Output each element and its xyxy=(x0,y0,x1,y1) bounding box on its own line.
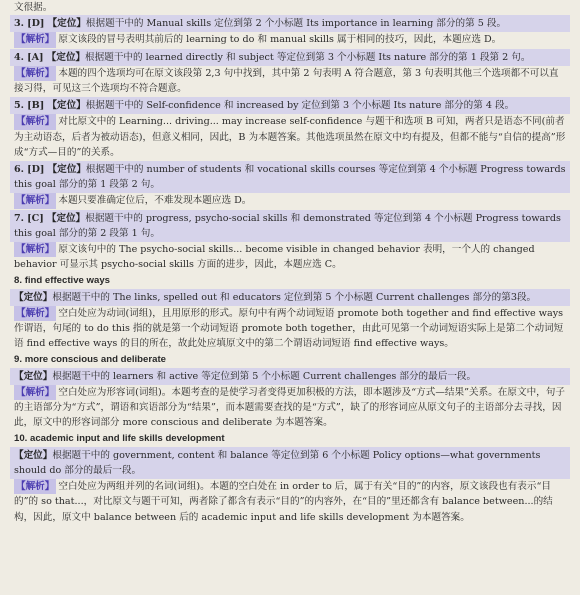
blank-number: 9. xyxy=(14,354,23,366)
analysis-text: 原文该段的冒号表明其前后的 learning to do 和 manual skills 属于相同的技巧，因此，本题应选 D。 xyxy=(58,34,502,46)
item-answer: [D] xyxy=(27,164,45,176)
blank-8-answer xyxy=(10,273,570,288)
locate-tag: 【定位】 xyxy=(47,100,86,112)
blank-8-analysis xyxy=(10,306,570,352)
locate-text: 根据题干中的 Manual skills 定位到第 2 个小标题 Its importance in learning 部分的第 5 段。 xyxy=(85,18,507,30)
locate-text: 根据题干中的 The links, spelled out 和 educators 定位到第 5 个小标题 Current challenges 部分的第3段。 xyxy=(52,291,537,303)
item-7-header xyxy=(10,210,570,242)
blank-9-answer xyxy=(10,352,570,367)
locate-text: 根据题干中的 government, content 和 balance 等定位到第 6 个小标题 Policy options—what governments should do 部分的最后一段。 xyxy=(14,449,541,476)
locate-tag: 【定位】 xyxy=(14,291,53,303)
analysis-tag: 【解析】 xyxy=(14,32,56,47)
item-answer: [A] xyxy=(27,51,44,63)
locate-tag: 【定位】 xyxy=(47,18,86,30)
locate-tag: 【定位】 xyxy=(47,164,86,176)
locate-tag: 【定位】 xyxy=(46,51,86,63)
blank-9-analysis xyxy=(10,385,570,431)
answer-item-7 xyxy=(10,210,570,273)
blank-word: find effective ways xyxy=(24,275,110,287)
answer-item-6 xyxy=(10,161,570,209)
item-number: 6. xyxy=(14,164,25,176)
blank-number: 8. xyxy=(14,275,23,287)
locate-tag: 【定位】 xyxy=(46,212,86,224)
item-7-analysis xyxy=(10,242,570,272)
analysis-tag: 【解析】 xyxy=(14,306,56,321)
locate-text: 根据题干中的 number of students 和 vocational skills courses 等定位到第 4 个小标题 Progress towards this goal 部分的第 1 段第 2 句。 xyxy=(14,164,566,191)
item-number: 3. xyxy=(14,18,25,30)
item-answer: [D] xyxy=(27,18,45,30)
locate-tag: 【定位】 xyxy=(14,370,53,382)
analysis-text: 本题只要准确定位后，不难发现本题应选 D。 xyxy=(58,195,252,207)
item-6-header xyxy=(10,161,570,193)
answer-item-4 xyxy=(10,49,570,97)
blank-item-8 xyxy=(10,273,570,351)
blank-item-9 xyxy=(10,352,570,430)
item-4-header xyxy=(10,49,570,66)
analysis-tag: 【解析】 xyxy=(14,242,56,257)
item-3-analysis xyxy=(10,32,570,47)
blank-9-locate xyxy=(10,368,570,385)
item-answer: [B] xyxy=(27,100,45,112)
analysis-tag: 【解析】 xyxy=(14,385,56,400)
item-3-header xyxy=(10,15,570,32)
top-fragment: 文很据。 xyxy=(14,2,53,13)
locate-tag: 【定位】 xyxy=(14,449,53,461)
item-answer: [C] xyxy=(27,212,44,224)
analysis-tag: 【解析】 xyxy=(14,193,56,208)
blank-word: academic input and life skills development xyxy=(30,433,225,445)
blank-8-locate xyxy=(10,289,570,306)
item-number: 7. xyxy=(14,212,25,224)
item-5-analysis xyxy=(10,114,570,160)
analysis-text: 空白处应为形容词(词组)。本题考查的是使学习者变得更加积极的方法，即本题涉及“方式—结果”关系。在原文中，句子的主语部分为“方式”，谓语和宾语部分为“结果”，而本题需要查找的是“方式”，缺了的形容词应从原文句子的主语部分去寻找，因此，原文中的形容词部分 more conscious and deliberate 为本题答案。 xyxy=(14,386,565,429)
analysis-text: 本题的四个选项均可在原文该段第 2,3 句中找到，其中第 2 句表明 A 符合题意，第 3 句表明其他三个选项都不可以直接习得，可见这三个选项均不符合题意。 xyxy=(14,67,559,95)
locate-text: 根据题干中的 learners 和 active 等定位到第 5 个小标题 Current challenges 部分的最后一段。 xyxy=(52,370,477,382)
locate-text: 根据题干中的 learned directly 和 subject 等定位到第 3 个小标题 Its nature 部分的第 1 段第 2 句。 xyxy=(85,51,531,63)
locate-text: 根据题干中的 progress, psycho-social skills 和 demonstrated 等定位到第 4 个小标题 Progress towards this goal 部分的第 2 段第 1 句。 xyxy=(14,212,561,239)
analysis-tag: 【解析】 xyxy=(14,114,56,129)
blank-number: 10. xyxy=(14,433,28,445)
analysis-tag: 【解析】 xyxy=(14,66,56,81)
blank-word: more conscious and deliberate xyxy=(24,354,166,366)
blank-10-answer xyxy=(10,431,570,446)
analysis-text: 空白处应为动词(词组)，且用原形的形式。原句中有两个动词短语 promote both together and find effective ways 作谓语，句尾的 to do this 指的就是第一个动词短语 promote both together，由此可见第一个动词短语实际上是第二个动词短语 find effective ways 的目的所在，故此处应填原文中的第二个谓语动词短语 find effective ways。 xyxy=(14,307,564,350)
analysis-tag: 【解析】 xyxy=(14,479,56,494)
analysis-text: 空白处应为两组并列的名词(词组)。本题的空白处在 in order to 后，属于有关“目的”的内容，原文该段也有表示“目的”的 so that...，对比原文与题干可知，两者除了都含有表示“目的”的内容外，在“目的”里还都含有 balance between...的结构，因此，原文中 balance between 后的 academic input and life skills development 为本题答案。 xyxy=(14,481,553,523)
blank-item-10 xyxy=(10,431,570,524)
analysis-text: 对比原文中的 Learning... driving... may increase self-confidence 与题干和选项 B 可知，两者只是语态不同(前者为主动语态，后者为被动语态)，但意义相同，因此，B 为本题答案。其他选项虽然在原文中均有提及，但都不能与“自信的提高”形成“方式—目的”的关系。 xyxy=(14,116,566,158)
item-4-analysis xyxy=(10,66,570,96)
item-5-header xyxy=(10,97,570,114)
analysis-text: 原文该句中的 The psycho-social skills... become visible in changed behavior 表明，一个人的 changed behavior 可显示其 psycho-social skills 方面的进步，因此，本题应选 C。 xyxy=(14,244,535,271)
item-6-analysis xyxy=(10,193,570,208)
item-number: 5. xyxy=(14,100,25,112)
locate-text: 根据题干中的 Self-confidence 和 increased by 定位到第 3 个小标题 Its nature 部分的第 4 段。 xyxy=(85,100,515,112)
answer-item-3 xyxy=(10,15,570,47)
blank-10-analysis xyxy=(10,479,570,525)
answer-item-5 xyxy=(10,97,570,160)
item-number: 4. xyxy=(14,51,25,63)
blank-10-locate xyxy=(10,447,570,479)
